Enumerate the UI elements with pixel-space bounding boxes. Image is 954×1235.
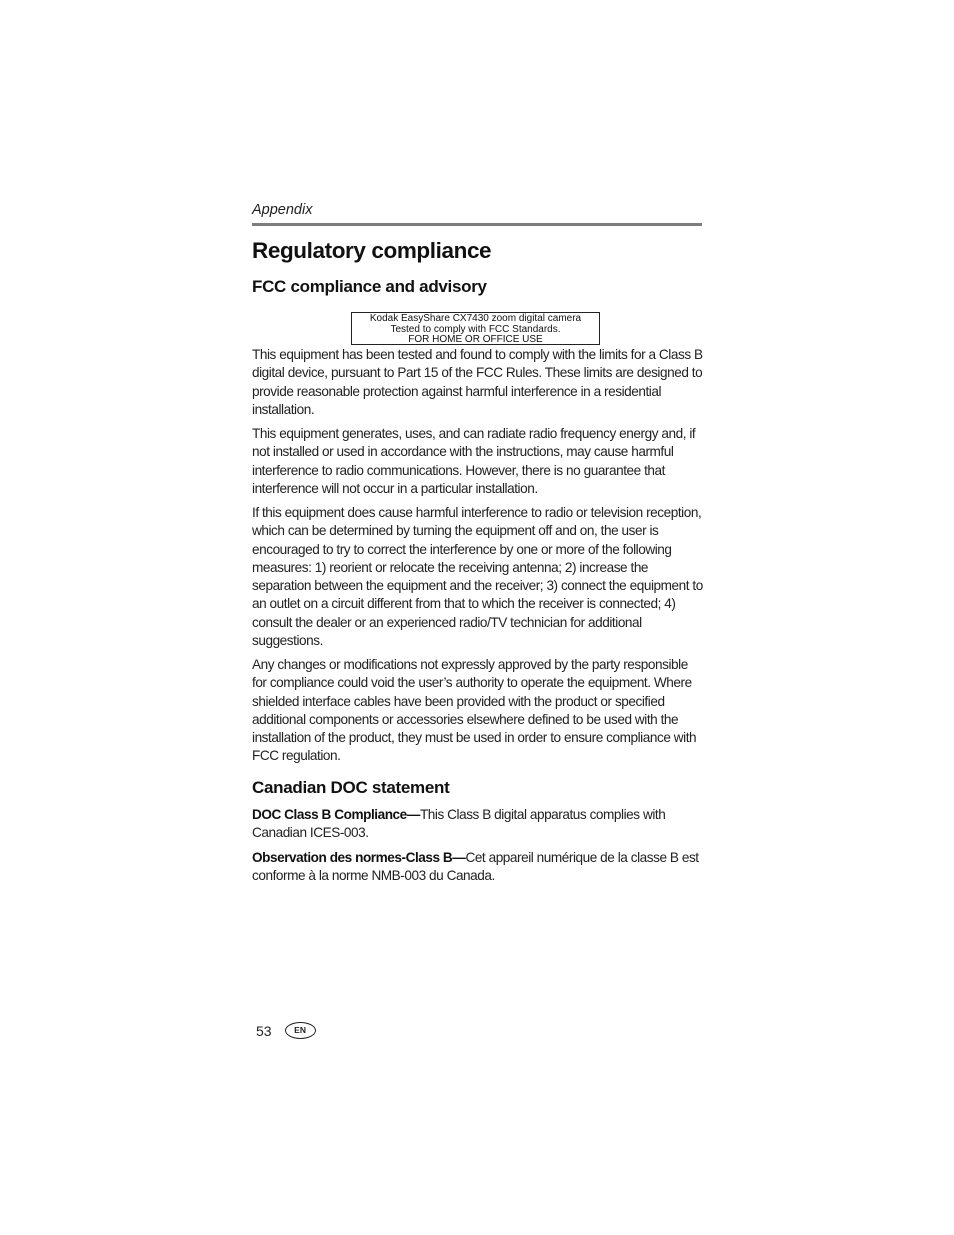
fcc-section-heading: FCC compliance and advisory: [252, 277, 487, 296]
page-title: Regulatory compliance: [252, 238, 492, 263]
fcc-label-line: FOR HOME OR OFFICE USE: [408, 334, 543, 345]
fcc-label-line: Tested to comply with FCC Standards.: [390, 323, 561, 335]
observation-normes-text: Cet appareil numérique de la classe B est conforme à la norme NMB-003 du Canada.: [252, 850, 699, 884]
fcc-paragraph: This equipment generates, uses, and can radiate radio frequency energy and, if not installed or used in accordance with the instructions, may cause harmful interference to radio communications. However, there is no guarantee that interference will not occur in a particular installation.: [252, 426, 696, 496]
fcc-paragraph: If this equipment does cause harmful interference to radio or television reception, which can be determined by turning the equipment off and on, the user is encouraged to try to correct the interference by one or more of the following measures: 1) reorient or relocate the receiving antenna; 2) increase the separation between the equipment and the receiver; 3) connect the equipment to an outlet on a circuit different from that to which the receiver is connected; 4) consult the dealer or an experienced radio/TV technician for additional suggestions.: [252, 505, 703, 649]
doc-compliance-text: This Class B digital apparatus complies with Canadian ICES-003.: [252, 807, 666, 841]
fcc-paragraph: Any changes or modifications not expressly approved by the party responsible for compliance could void the user’s authority to operate the equipment. Where shielded interface cables have been provided with the product or specified additional components or accessories elsewhere defined to be used with the installation of the product, they must be used in order to ensure compliance with FCC regulation.: [252, 657, 697, 764]
doc-compliance-label: DOC Class B Compliance—: [252, 807, 420, 822]
fcc-label-line: Kodak EasyShare CX7430 zoom digital camera: [369, 313, 582, 324]
fcc-compliance-label: [351, 312, 600, 345]
observation-normes-paragraph: [252, 849, 704, 886]
observation-normes-label: Observation des normes-Class B—: [252, 850, 466, 865]
header-rule: [252, 223, 702, 226]
language-badge-icon: EN: [285, 1022, 316, 1039]
canadian-section-heading: Canadian DOC statement: [252, 778, 450, 797]
doc-compliance-paragraph: [252, 806, 704, 843]
running-header: Appendix: [252, 202, 313, 218]
fcc-paragraph: This equipment has been tested and found to comply with the limits for a Class B digital device, pursuant to Part 15 of the FCC Rules. These limits are designed to provide reasonable protection against harmful interference in a residential installation.: [252, 347, 703, 417]
page-number: 53: [256, 1022, 272, 1039]
page-footer: [256, 1022, 316, 1039]
